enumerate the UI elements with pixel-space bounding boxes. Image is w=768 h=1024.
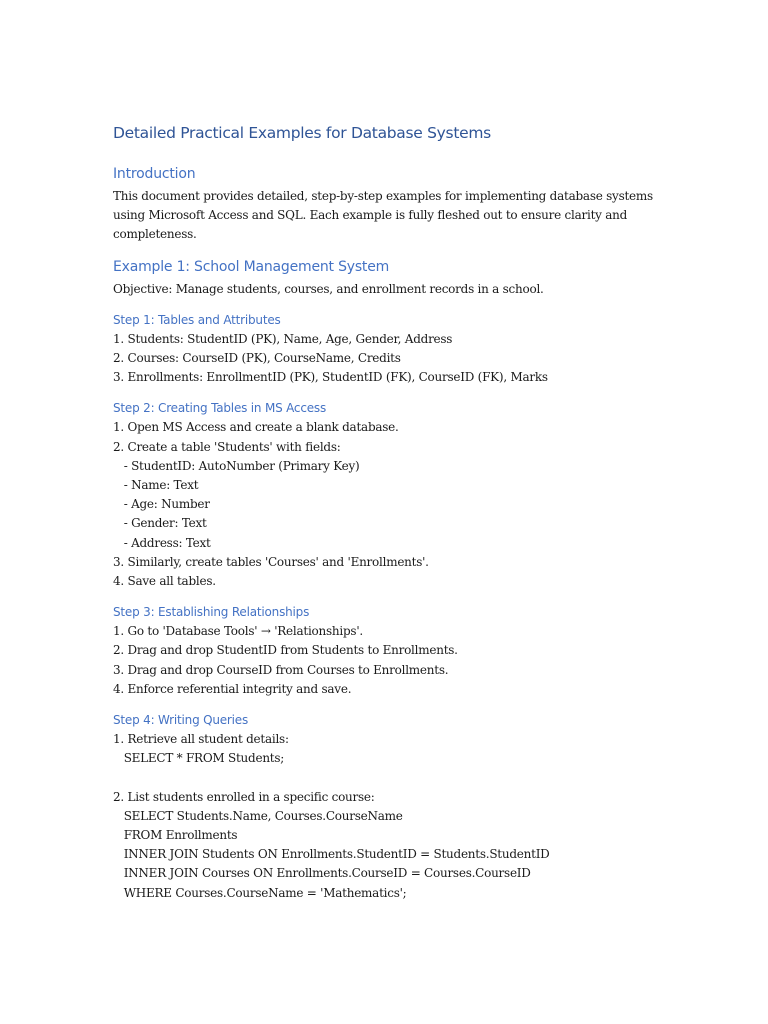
example1-objective: Objective: Manage students, courses, and enrollment records in a school. xyxy=(113,281,544,296)
step3-line: 1. Go to 'Database Tools' → 'Relationships'. xyxy=(113,624,363,639)
step2-line: - Gender: Text xyxy=(113,516,207,531)
query-line: SELECT * FROM Students; xyxy=(113,751,285,766)
query-line: INNER JOIN Students ON Enrollments.StudentID = Students.StudentID xyxy=(113,847,550,862)
step3-line: 3. Drag and drop CourseID from Courses to Enrollments. xyxy=(113,662,449,677)
step3-line: 4. Enforce referential integrity and save. xyxy=(113,681,352,696)
query-line: INNER JOIN Courses ON Enrollments.CourseID = Courses.CourseID xyxy=(113,866,531,881)
query-line: SELECT Students.Name, Courses.CourseName xyxy=(113,808,403,823)
step1-list xyxy=(113,330,653,388)
step2-line: 3. Similarly, create tables 'Courses' and 'Enrollments'. xyxy=(113,554,429,569)
step3-heading: Step 3: Establishing Relationships xyxy=(113,605,310,620)
step1-line: 3. Enrollments: EnrollmentID (PK), StudentID (FK), CourseID (FK), Marks xyxy=(113,370,548,385)
query-line: WHERE Courses.CourseName = 'Mathematics'; xyxy=(113,885,407,900)
step3-list xyxy=(113,622,653,699)
step1-heading: Step 1: Tables and Attributes xyxy=(113,312,281,327)
intro-heading: Introduction xyxy=(113,166,196,182)
query-line: 2. List students enrolled in a specific course: xyxy=(113,789,375,804)
example1-heading: Example 1: School Management System xyxy=(113,258,390,275)
query-line: 1. Retrieve all student details: xyxy=(113,732,289,747)
step1-line: 1. Students: StudentID (PK), Name, Age, Gender, Address xyxy=(113,331,453,346)
step2-line: - StudentID: AutoNumber (Primary Key) xyxy=(113,458,360,473)
step2-line: - Age: Number xyxy=(113,497,210,512)
step1-line: 2. Courses: CourseID (PK), CourseName, Credits xyxy=(113,351,401,366)
step2-line: 2. Create a table 'Students' with fields: xyxy=(113,439,341,454)
step2-line: 4. Save all tables. xyxy=(113,574,216,589)
step2-heading: Step 2: Creating Tables in MS Access xyxy=(113,401,327,416)
document-title: Detailed Practical Examples for Database Systems xyxy=(113,124,491,142)
step4-query1 xyxy=(113,730,653,768)
step2-line: - Address: Text xyxy=(113,535,211,550)
step4-query2 xyxy=(113,788,653,903)
step2-list xyxy=(113,418,653,591)
document-body xyxy=(113,122,653,903)
intro-paragraph: This document provides detailed, step-by-step examples for implementing database systems using Microsoft Access and SQL. Each example is fully fleshed out to ensure clarity and completeness. xyxy=(113,189,653,242)
step2-line: - Name: Text xyxy=(113,478,199,493)
step4-heading: Step 4: Writing Queries xyxy=(113,713,249,728)
query-line: FROM Enrollments xyxy=(113,828,238,843)
step2-line: 1. Open MS Access and create a blank database. xyxy=(113,420,399,435)
step3-line: 2. Drag and drop StudentID from Students to Enrollments. xyxy=(113,643,458,658)
